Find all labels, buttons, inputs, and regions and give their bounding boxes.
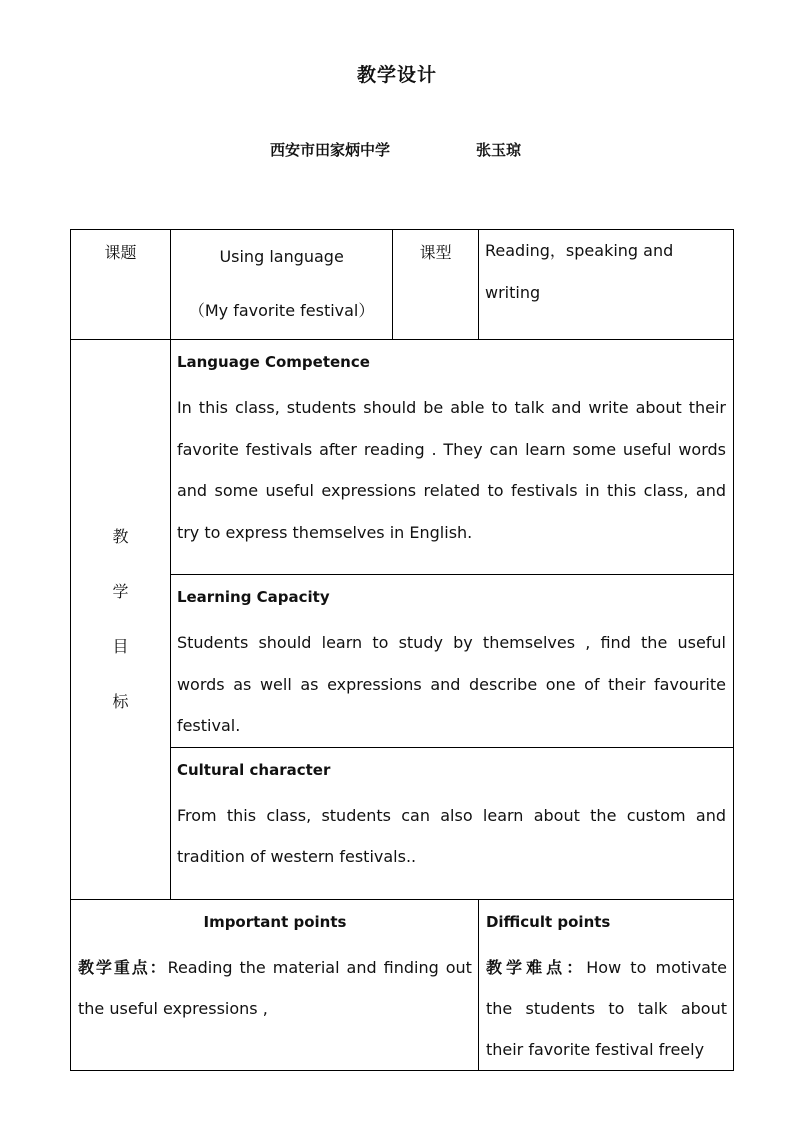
goal-heading: Cultural character — [176, 760, 331, 779]
goals-label-char: 标 — [112, 692, 129, 712]
goal-row-3 — [71, 747, 734, 899]
topic-row — [71, 230, 734, 340]
topic-label: 课题 — [71, 230, 171, 340]
goals-label-char: 教 — [112, 527, 129, 547]
goal-body: From this class, students can also learn about the custom and tradition of western festivals.. — [176, 805, 726, 866]
goal-heading: Learning Capacity — [176, 588, 330, 606]
goal-language-competence — [170, 340, 733, 575]
goal-body: In this class, students should be able to talk and write about their favorite festivals after reading . They can learn some useful words and some useful expressions related to festivals in this class, and try to express themselves in English. — [176, 398, 726, 542]
page-title: 教学设计 — [356, 64, 437, 86]
difficult-points-cell — [478, 899, 733, 1070]
author-line — [270, 139, 570, 160]
topic-line-2: （My favorite festival） — [188, 301, 375, 320]
goals-label — [71, 340, 171, 900]
topic-line-1: Using language — [219, 247, 344, 266]
goal-row-1 — [71, 340, 734, 575]
goals-label-char: 目 — [112, 637, 129, 657]
difficult-points-label: 教学难点： — [485, 957, 587, 977]
type-value: Reading，speaking and writing — [478, 230, 733, 340]
important-points-body — [78, 936, 472, 1029]
important-points-heading: Important points — [203, 912, 347, 931]
important-points-cell — [71, 899, 479, 1070]
school-name: 西安市田家炳中学 — [270, 141, 391, 159]
topic-cell — [170, 230, 392, 340]
author-name: 张玉琼 — [476, 141, 522, 159]
type-label: 课型 — [393, 230, 479, 340]
difficult-points-text: How to motivate the students to talk about their favorite festival freely — [485, 957, 727, 1059]
points-row — [71, 899, 734, 1070]
goal-heading: Language Competence — [176, 353, 370, 371]
lesson-plan-table — [70, 229, 734, 1071]
goal-body: Students should learn to study by themselves , find the useful words as well as expressions and describe one of their favourite festival. — [176, 633, 726, 735]
important-points-text: Reading the material and finding out the useful expressions , — [78, 957, 472, 1018]
difficult-points-heading: Difficult points — [485, 912, 611, 931]
goal-row-2 — [71, 575, 734, 748]
goal-learning-capacity — [170, 575, 733, 748]
goal-cultural-character — [170, 747, 733, 899]
difficult-points-body — [486, 936, 727, 1070]
goals-label-char: 学 — [112, 582, 129, 602]
important-points-label: 教学重点： — [78, 957, 168, 977]
